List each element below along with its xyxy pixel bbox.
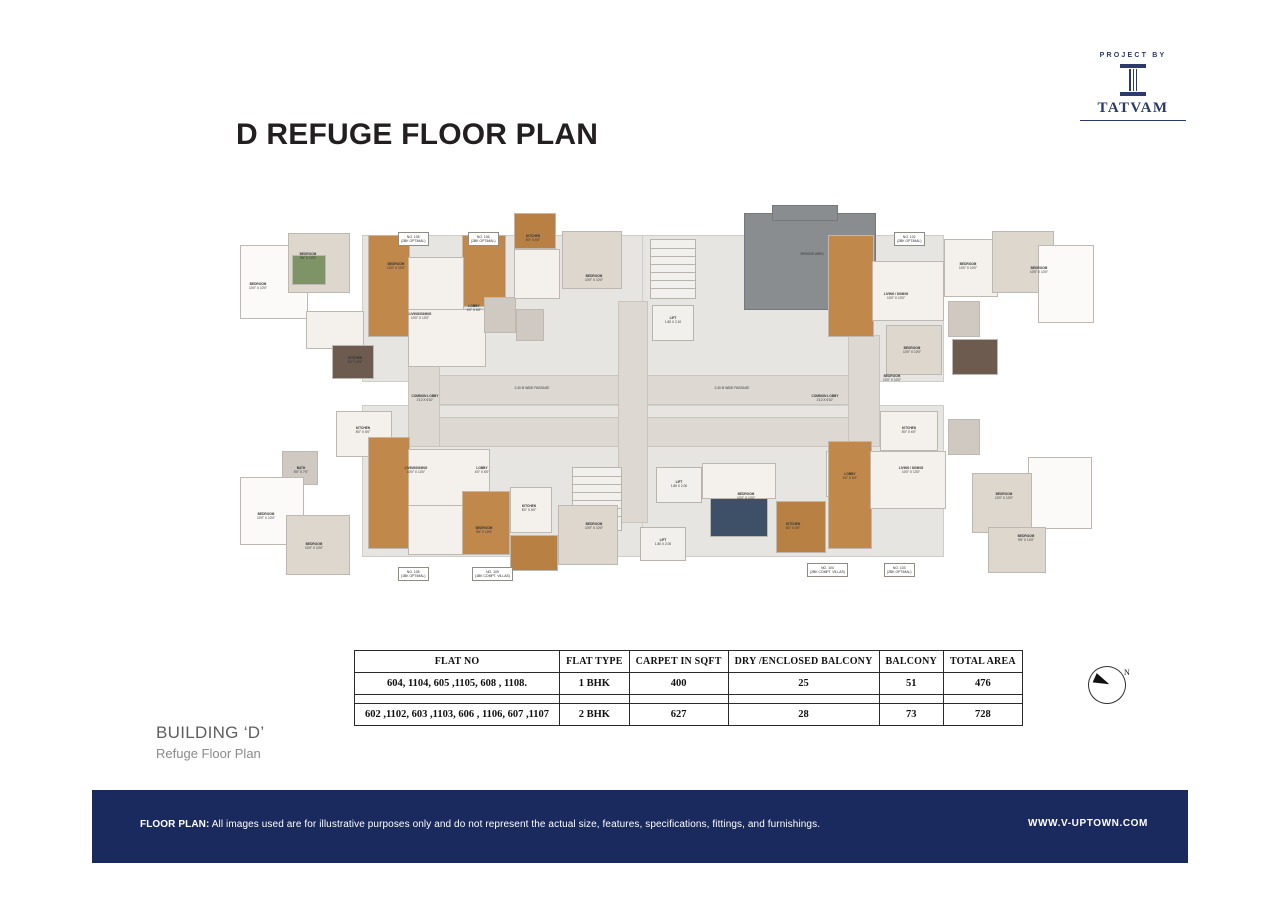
flat-area-table (354, 650, 1023, 726)
unit-tag (807, 563, 848, 577)
flat-room (1028, 457, 1092, 529)
room-label: BEDROOM 9'6" X 10'0" (475, 526, 493, 534)
room-label: 2.40 M WIDE PASSAGE (514, 386, 550, 390)
footer-disclaimer-label: FLOOR PLAN: (140, 819, 210, 830)
flat-room (1038, 245, 1094, 323)
room-label: KITCHEN 8'0" X 6'0" (785, 522, 801, 530)
room-label: KITCHEN 8'0" X 6'0" (521, 504, 537, 512)
corridor-vertical (618, 301, 648, 523)
footer-disclaimer-text: All images used are for illustrative purposes only and do not represent the actual size, features, specifications, fittings, and furnishings. (209, 819, 821, 830)
footer-bar (92, 790, 1188, 863)
column-header-carpet: CARPET IN SQFT (629, 651, 728, 673)
column-header-dry-balcony: DRY /ENCLOSED BALCONY (728, 651, 879, 673)
unit-tag-title: NO. 104 (821, 565, 834, 570)
footer-website[interactable]: WWW.V-UPTOWN.COM (1028, 818, 1148, 829)
flat-balcony (462, 491, 510, 555)
cell-flat-no: 602 ,1102, 603 ,1103, 606 , 1106, 607 ,1107 (355, 704, 560, 726)
brand-rule (1080, 120, 1186, 121)
room-label: BEDROOM 10'5" X 10'0" (1029, 266, 1048, 274)
table-spacer-row (355, 695, 1023, 704)
unit-tag (472, 567, 513, 581)
room-label: BEDROOM 9'6" X 10'0" (299, 252, 317, 260)
cell-dry-balcony: 25 (728, 673, 879, 695)
cell-flat-no: 604, 1104, 605 ,1105, 608 , 1108. (355, 673, 560, 695)
room-label: LIFT 1.80 X 2.00 (670, 480, 688, 488)
room-label: BATH 5'0" X 7'0" (293, 466, 309, 474)
flat-room (872, 261, 944, 321)
cell-balcony: 73 (879, 704, 943, 726)
room-label: BEDROOM 10'0" X 10'0" (248, 282, 267, 290)
flat-room (408, 505, 464, 555)
brand-logo (1078, 52, 1188, 121)
page-title: D REFUGE FLOOR PLAN (236, 118, 599, 151)
room-label: KITCHEN 8'0" X 6'0" (347, 356, 363, 364)
brand-name: TATVAM (1097, 100, 1169, 116)
column-header-total-area: TOTAL AREA (943, 651, 1022, 673)
cell-flat-type: 1 BHK (560, 673, 630, 695)
flat-room (952, 339, 998, 375)
unit-tag-title: NO. 106 (476, 234, 490, 239)
unit-tag-sub: (2BK OPTIMAL) (897, 238, 922, 243)
room-label: LIFT 1.80 X 2.00 (654, 538, 672, 546)
cell-carpet: 627 (629, 704, 728, 726)
unit-tag-title: NO. 105 (406, 234, 420, 239)
cell-total-area: 728 (943, 704, 1022, 726)
room-label: LIVING / DINING 10'0" X 13'0" (883, 292, 909, 300)
flat-room (870, 451, 946, 509)
flat-room (514, 249, 560, 299)
room-label: LIVING/DINING 10'0" X 13'0" (408, 312, 432, 320)
column-header-flat-type: FLAT TYPE (560, 651, 630, 673)
service-area-label: SERVICE AREA (800, 252, 824, 256)
unit-tag (398, 232, 429, 246)
flat-bath (948, 419, 980, 455)
common-lobby-right (848, 335, 880, 447)
room-label: BEDROOM 10'0" X 10'0" (958, 262, 977, 270)
room-label: BEDROOM 10'0" X 10'0" (304, 542, 323, 550)
unit-tag (468, 232, 499, 246)
unit-tag-title: NO. 102 (902, 234, 916, 239)
flat-balcony (510, 535, 558, 571)
room-label: LIVING/DINING 10'0" X 13'0" (404, 466, 428, 474)
staircase-top (650, 239, 696, 299)
room-label: BEDROOM 10'0" X 10'0" (994, 492, 1013, 500)
building-subtitle: Refuge Floor Plan (156, 746, 261, 761)
room-label: KITCHEN 8'0" X 6'0" (355, 426, 371, 434)
flat-room (558, 505, 618, 565)
cell-dry-balcony: 28 (728, 704, 879, 726)
room-label: LIVING / DINING 10'0" X 13'0" (898, 466, 924, 474)
room-label: KITCHEN 8'0" X 6'0" (901, 426, 917, 434)
room-label: LOBBY 4'0" X 6'0" (842, 472, 858, 480)
cell-carpet: 400 (629, 673, 728, 695)
room-label: LOBBY 4'0" X 6'0" (466, 304, 482, 312)
flat-balcony (828, 235, 874, 337)
flat-bath (516, 309, 544, 341)
room-label: BEDROOM 10'0" X 10'0" (584, 274, 603, 282)
flat-bath (948, 301, 980, 337)
cell-flat-type: 2 BHK (560, 704, 630, 726)
room-label: BEDROOM 10'0" X 10'0" (386, 262, 405, 270)
column-header-flat-no: FLAT NO (355, 651, 560, 673)
unit-tag-title: NO. 108 (406, 569, 420, 574)
unit-tag-title: NO. 103 (892, 565, 906, 570)
floor-plan-canvas (232, 205, 1092, 615)
unit-tag (398, 567, 429, 581)
table-header-row (355, 651, 1023, 673)
room-label: COMMON LOBBY 1'10 X 6'10" (811, 394, 839, 402)
table-row (355, 704, 1023, 726)
room-label: KITCHEN 8'0" X 6'0" (525, 234, 541, 242)
unit-tag-sub: (2BK OPTIMAL) (887, 569, 912, 574)
room-label: BEDROOM 10'0" X 10'0" (736, 492, 755, 500)
flat-balcony (368, 235, 410, 337)
room-label: BEDROOM 10'0" X 10'0" (256, 512, 275, 520)
room-label: COMMON LOBBY 1'10 X 6'10" (411, 394, 439, 402)
unit-tag (884, 563, 915, 577)
room-label: BEDROOM 10'0" X 10'0" (902, 346, 921, 354)
room-label: 2.40 M WIDE PASSAGE (714, 386, 750, 390)
room-label: LIFT 1.80 X 2.10 (664, 316, 682, 324)
unit-tag-sub: (1BK COMPT. VILLAS) (475, 573, 510, 578)
project-by-label: PROJECT BY (1099, 52, 1167, 59)
unit-tag-sub: (1BK OPTIMAL) (401, 573, 426, 578)
room-label: LOBBY 4'0" X 6'0" (474, 466, 490, 474)
flat-room (306, 311, 364, 349)
flat-room (972, 473, 1032, 533)
room-label: BEDROOM 10'0" X 10'0" (882, 374, 901, 382)
unit-tag-sub: (2BK OPTIMAL) (401, 238, 426, 243)
floor-plan-drawing (232, 205, 1092, 615)
service-area-notch (772, 205, 838, 221)
unit-tag-sub: (2BK OPTIMAL) (471, 238, 496, 243)
cell-total-area: 476 (943, 673, 1022, 695)
compass-north-label: N (1124, 668, 1130, 677)
flat-room (710, 497, 768, 537)
room-label: BEDROOM 9'6" X 10'0" (1017, 534, 1035, 542)
room-label: BEDROOM 10'0" X 10'0" (584, 522, 603, 530)
unit-tag-sub: (2BK COMPT. VILLAS) (810, 569, 845, 574)
flat-balcony (828, 441, 872, 549)
table-row (355, 673, 1023, 695)
building-name: BUILDING ‘D’ (156, 723, 265, 742)
footer-disclaimer (140, 819, 820, 830)
flat-balcony (514, 213, 556, 249)
flat-bath (484, 297, 516, 333)
compass-icon (1086, 662, 1134, 710)
pillar-icon (1115, 62, 1151, 98)
building-caption (156, 723, 264, 761)
column-header-balcony: BALCONY (879, 651, 943, 673)
flat-balcony (368, 437, 410, 549)
cell-balcony: 51 (879, 673, 943, 695)
unit-tag (894, 232, 925, 246)
unit-tag-title: NO. 109 (486, 569, 499, 574)
